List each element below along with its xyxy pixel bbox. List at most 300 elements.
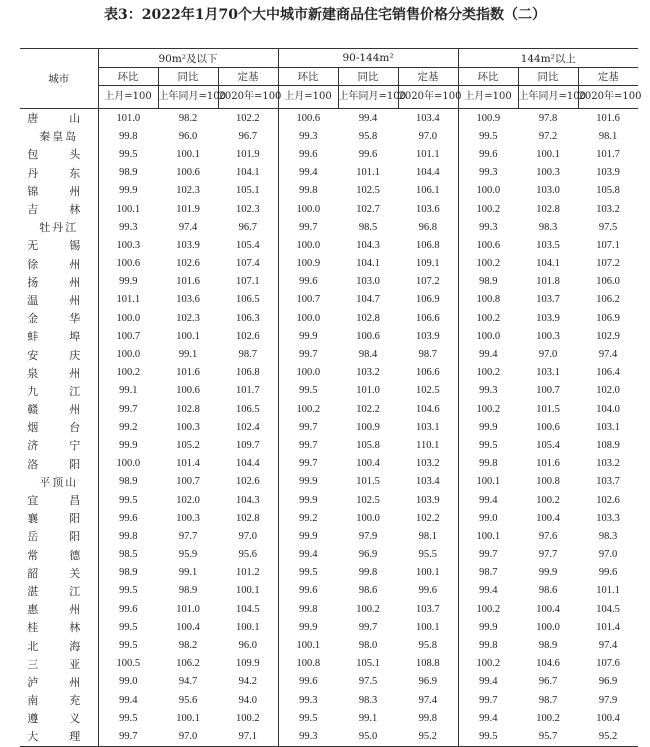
index-cell-yoy-small: 97.7 — [178, 530, 198, 542]
index-cell-base-medium: 96.8 — [398, 218, 458, 236]
table-row — [20, 527, 638, 545]
index-cell-base-large: 103.9 — [596, 167, 620, 179]
city-column-header: 城市 — [20, 49, 98, 109]
table-row — [20, 509, 638, 527]
index-cell-base-small: 106.8 — [218, 364, 278, 382]
index-cell-base-medium: 106.6 — [398, 364, 458, 382]
index-cell-base-small: 105.4 — [218, 236, 278, 254]
index-cell-yoy-large: 97.7 — [538, 549, 558, 561]
table-body — [20, 109, 638, 747]
index-cell-yoy-large: 101.5 — [536, 403, 560, 415]
index-cell-yoy-large: 104.1 — [536, 258, 560, 270]
index-cell-mom-small: 99.7 — [119, 403, 138, 415]
table-row — [20, 236, 638, 254]
city-name-cell: 九 江 — [20, 382, 98, 400]
table-row — [20, 309, 638, 327]
index-cell-mom-medium: 99.8 — [299, 185, 318, 197]
base-header-yoy: 上年同月=100 — [518, 86, 578, 109]
index-cell-mom-large: 100.0 — [476, 330, 501, 342]
table-row — [20, 400, 638, 418]
index-cell-yoy-medium: 98.6 — [358, 585, 378, 597]
sub-header-yoy: 同比 — [338, 68, 398, 86]
index-cell-yoy-small: 95.6 — [178, 694, 198, 706]
index-cell-mom-large: 98.9 — [479, 276, 498, 288]
index-cell-base-small: 102.4 — [218, 418, 278, 436]
index-cell-base-small: 101.9 — [218, 145, 278, 163]
index-cell-mom-small: 99.5 — [119, 640, 138, 652]
city-name-cell: 徐 州 — [20, 255, 98, 273]
city-name-cell: 牡丹江 — [20, 218, 98, 236]
index-cell-yoy-large: 103.7 — [536, 294, 560, 306]
index-cell-base-small: 97.0 — [218, 527, 278, 545]
index-cell-mom-large: 99.6 — [479, 148, 498, 160]
index-cell-mom-small: 99.9 — [119, 439, 138, 451]
index-cell-mom-medium: 99.7 — [299, 421, 318, 433]
index-cell-yoy-large: 98.3 — [538, 221, 558, 233]
index-cell-yoy-medium: 102.5 — [356, 185, 380, 197]
sub-header-yoy: 同比 — [158, 68, 218, 86]
city-name-cell: 泸 州 — [20, 673, 98, 691]
index-cell-mom-small: 100.5 — [116, 658, 141, 670]
base-header-mom: 上月=100 — [278, 86, 338, 109]
index-cell-yoy-large: 100.8 — [536, 476, 560, 488]
index-cell-mom-large: 99.4 — [479, 585, 498, 597]
index-cell-mom-medium: 100.0 — [296, 239, 321, 251]
table-row — [20, 600, 638, 618]
index-cell-yoy-medium: 98.4 — [358, 349, 378, 361]
index-cell-yoy-medium: 103.2 — [356, 367, 380, 379]
index-cell-yoy-medium: 97.9 — [358, 530, 378, 542]
table-row — [20, 436, 638, 454]
index-cell-base-large: 106.9 — [596, 312, 620, 324]
table-row — [20, 182, 638, 200]
index-cell-base-small: 100.1 — [218, 582, 278, 600]
index-cell-yoy-large: 104.6 — [536, 658, 560, 670]
table-row — [20, 273, 638, 291]
index-cell-yoy-small: 102.0 — [176, 494, 200, 506]
table-row — [20, 564, 638, 582]
index-cell-yoy-medium: 100.0 — [356, 512, 380, 524]
index-cell-yoy-medium: 105.1 — [356, 658, 380, 670]
index-cell-base-large: 99.6 — [598, 567, 618, 579]
index-cell-base-medium: 96.9 — [398, 673, 458, 691]
city-name-cell: 济 宁 — [20, 436, 98, 454]
index-cell-mom-small: 100.7 — [116, 330, 141, 342]
index-cell-yoy-medium: 99.1 — [358, 712, 378, 724]
index-cell-mom-large: 99.9 — [479, 621, 498, 633]
index-cell-mom-large: 99.5 — [458, 727, 518, 746]
index-cell-mom-large: 100.9 — [476, 112, 501, 124]
index-cell-base-large: 104.5 — [596, 603, 620, 615]
sub-header-mom: 环比 — [98, 68, 158, 86]
index-cell-yoy-small: 101.6 — [176, 367, 200, 379]
index-cell-base-medium: 106.9 — [398, 291, 458, 309]
index-cell-base-small: 102.3 — [218, 200, 278, 218]
index-cell-yoy-small: 100.3 — [176, 512, 200, 524]
table-row — [20, 364, 638, 382]
index-cell-mom-medium: 99.9 — [299, 621, 318, 633]
table-row — [20, 546, 638, 564]
index-cell-yoy-large: 100.2 — [536, 494, 560, 506]
index-cell-yoy-large: 100.4 — [536, 603, 560, 615]
index-cell-mom-medium: 99.6 — [299, 585, 318, 597]
base-header-2020: 2020年=100 — [398, 86, 458, 109]
sub-header-base: 定基 — [578, 68, 638, 86]
index-cell-base-large: 102.0 — [596, 385, 620, 397]
city-name-cell: 湛 江 — [20, 582, 98, 600]
index-cell-mom-small: 99.3 — [119, 221, 138, 233]
index-cell-yoy-medium: 101.0 — [356, 385, 380, 397]
index-cell-yoy-small: 96.0 — [178, 130, 198, 142]
index-cell-base-small: 109.9 — [218, 655, 278, 673]
index-cell-mom-large: 100.2 — [476, 403, 501, 415]
index-cell-mom-small: 98.5 — [119, 549, 138, 561]
table-row — [20, 145, 638, 163]
index-cell-yoy-medium: 98.5 — [358, 221, 378, 233]
index-cell-base-medium: 100.1 — [398, 618, 458, 636]
index-cell-yoy-large: 100.3 — [536, 167, 560, 179]
index-cell-mom-small: 98.9 — [119, 476, 138, 488]
index-cell-mom-small: 99.8 — [119, 130, 138, 142]
index-cell-mom-medium: 100.6 — [296, 112, 321, 124]
index-cell-base-medium: 103.9 — [398, 327, 458, 345]
city-name-cell: 泉 州 — [20, 364, 98, 382]
index-cell-mom-small: 100.6 — [116, 258, 141, 270]
table-row — [20, 345, 638, 363]
index-cell-base-large: 101.7 — [596, 148, 620, 160]
city-name-cell: 韶 关 — [20, 564, 98, 582]
index-cell-mom-small: 99.5 — [119, 585, 138, 597]
sub-header-yoy: 同比 — [518, 68, 578, 86]
index-cell-base-small: 104.1 — [218, 164, 278, 182]
index-cell-mom-medium: 99.8 — [299, 603, 318, 615]
city-name-cell: 洛 阳 — [20, 455, 98, 473]
index-cell-base-medium: 98.1 — [398, 527, 458, 545]
city-name-cell: 金 华 — [20, 309, 98, 327]
city-name-cell: 三 亚 — [20, 655, 98, 673]
index-cell-mom-small: 100.0 — [116, 312, 141, 324]
base-header-mom: 上月=100 — [98, 86, 158, 109]
index-cell-mom-large: 99.3 — [479, 385, 498, 397]
index-cell-mom-small: 98.9 — [119, 167, 138, 179]
index-cell-yoy-small: 103.9 — [176, 239, 200, 251]
index-cell-mom-large: 100.2 — [476, 312, 501, 324]
index-cell-mom-small: 101.0 — [116, 112, 141, 124]
index-cell-base-medium: 106.6 — [398, 309, 458, 327]
index-cell-mom-large: 100.2 — [476, 603, 501, 615]
index-cell-yoy-large: 100.4 — [536, 512, 560, 524]
index-cell-mom-large: 100.8 — [476, 294, 501, 306]
table-row — [20, 255, 638, 273]
index-cell-base-small: 109.7 — [218, 436, 278, 454]
index-cell-yoy-small: 100.4 — [176, 621, 200, 633]
index-cell-mom-medium: 100.7 — [296, 294, 321, 306]
index-cell-base-medium: 95.8 — [398, 636, 458, 654]
index-cell-mom-medium: 99.7 — [299, 458, 318, 470]
index-cell-base-small: 100.1 — [218, 618, 278, 636]
index-cell-mom-small: 99.2 — [119, 421, 138, 433]
city-name-cell: 岳 阳 — [20, 527, 98, 545]
index-cell-yoy-small: 101.6 — [176, 276, 200, 288]
index-cell-yoy-small: 102.8 — [176, 403, 200, 415]
index-cell-base-medium: 104.6 — [398, 400, 458, 418]
index-cell-mom-medium: 99.2 — [299, 512, 318, 524]
index-cell-base-medium: 95.5 — [398, 546, 458, 564]
table-row — [20, 455, 638, 473]
index-cell-base-medium: 110.1 — [398, 436, 458, 454]
table-row — [20, 218, 638, 236]
index-cell-base-medium: 102.5 — [398, 382, 458, 400]
index-cell-yoy-small: 103.6 — [176, 294, 200, 306]
index-cell-base-large: 97.4 — [598, 349, 618, 361]
index-cell-base-small: 105.1 — [218, 182, 278, 200]
index-cell-mom-small: 99.5 — [119, 148, 138, 160]
index-cell-mom-medium: 99.5 — [299, 567, 318, 579]
index-cell-base-small: 96.7 — [218, 127, 278, 145]
base-header-yoy: 上年同月=100 — [338, 86, 398, 109]
index-cell-mom-small: 99.7 — [98, 727, 158, 746]
index-cell-base-small: 104.4 — [218, 455, 278, 473]
index-cell-mom-small: 100.1 — [116, 203, 141, 215]
index-cell-mom-small: 99.5 — [119, 494, 138, 506]
index-cell-base-large: 97.0 — [598, 549, 618, 561]
index-cell-yoy-small: 98.2 — [178, 640, 198, 652]
index-cell-base-small: 102.2 — [218, 109, 278, 128]
index-cell-yoy-small: 101.9 — [176, 203, 200, 215]
city-name-cell: 无 锡 — [20, 236, 98, 254]
index-cell-yoy-small: 102.3 — [176, 312, 200, 324]
table-row — [20, 582, 638, 600]
index-cell-yoy-small: 101.4 — [176, 458, 200, 470]
index-cell-yoy-small: 98.2 — [178, 112, 198, 124]
index-cell-mom-medium: 99.3 — [278, 727, 338, 746]
index-cell-base-large: 101.4 — [596, 621, 620, 633]
city-name-cell: 北 海 — [20, 636, 98, 654]
index-cell-mom-large: 99.4 — [479, 676, 498, 688]
index-cell-mom-medium: 99.9 — [299, 476, 318, 488]
index-cell-base-large: 102.9 — [596, 330, 620, 342]
index-cell-base-large: 107.2 — [596, 258, 620, 270]
index-cell-mom-medium: 99.9 — [299, 330, 318, 342]
base-header-2020: 2020年=100 — [578, 86, 638, 109]
index-cell-base-medium: 95.2 — [398, 727, 458, 746]
index-cell-mom-medium: 100.0 — [296, 203, 321, 215]
index-cell-base-large: 95.2 — [578, 727, 638, 746]
index-cell-yoy-large: 100.2 — [536, 712, 560, 724]
index-cell-mom-large: 98.7 — [479, 567, 498, 579]
index-cell-base-medium: 97.4 — [398, 691, 458, 709]
index-cell-yoy-large: 97.8 — [538, 112, 558, 124]
sub-header-base: 定基 — [218, 68, 278, 86]
index-cell-mom-medium: 99.4 — [299, 549, 318, 561]
index-cell-yoy-medium: 98.0 — [358, 640, 378, 652]
table-row — [20, 418, 638, 436]
index-cell-yoy-large: 97.2 — [538, 130, 558, 142]
index-cell-mom-small: 99.9 — [119, 276, 138, 288]
index-cell-base-medium: 103.6 — [398, 200, 458, 218]
index-cell-base-small: 100.2 — [218, 709, 278, 727]
index-cell-yoy-small: 100.1 — [176, 148, 200, 160]
index-cell-base-small: 102.8 — [218, 509, 278, 527]
index-cell-mom-large: 99.3 — [479, 167, 498, 179]
index-cell-base-small: 101.7 — [218, 382, 278, 400]
index-cell-yoy-medium: 101.5 — [356, 476, 380, 488]
index-cell-mom-small: 100.3 — [116, 239, 141, 251]
index-cell-base-medium: 98.7 — [398, 345, 458, 363]
index-cell-yoy-small: 94.7 — [178, 676, 198, 688]
index-cell-mom-large: 99.0 — [479, 512, 498, 524]
index-cell-yoy-medium: 97.5 — [358, 676, 378, 688]
index-cell-yoy-small: 99.1 — [178, 567, 198, 579]
index-cell-base-medium: 103.1 — [398, 418, 458, 436]
index-cell-yoy-small: 98.9 — [178, 585, 198, 597]
table-row — [20, 655, 638, 673]
index-cell-mom-large: 99.7 — [479, 549, 498, 561]
index-cell-base-large: 103.2 — [596, 458, 620, 470]
index-cell-yoy-medium: 99.6 — [358, 148, 378, 160]
city-name-cell: 大 理 — [20, 727, 98, 746]
index-cell-base-medium: 104.4 — [398, 164, 458, 182]
sub-header-base: 定基 — [398, 68, 458, 86]
index-cell-mom-small: 100.0 — [116, 458, 141, 470]
index-cell-base-large: 100.4 — [596, 712, 620, 724]
index-cell-base-large: 105.8 — [596, 185, 620, 197]
index-cell-mom-large: 99.8 — [479, 640, 498, 652]
city-name-cell: 宜 昌 — [20, 491, 98, 509]
index-cell-mom-small: 99.9 — [119, 185, 138, 197]
index-cell-yoy-small: 95.9 — [178, 549, 198, 561]
index-cell-mom-medium: 100.0 — [296, 312, 321, 324]
index-cell-mom-medium: 99.3 — [299, 694, 318, 706]
index-cell-mom-small: 99.6 — [119, 603, 138, 615]
index-cell-base-large: 103.3 — [596, 512, 620, 524]
index-cell-base-large: 97.5 — [598, 221, 618, 233]
table-row — [20, 291, 638, 309]
table-row — [20, 673, 638, 691]
index-cell-yoy-medium: 99.7 — [358, 621, 378, 633]
index-cell-yoy-small: 100.1 — [176, 330, 200, 342]
index-cell-base-large: 97.4 — [598, 640, 618, 652]
base-header-yoy: 上年同月=100 — [158, 86, 218, 109]
index-cell-base-medium: 100.1 — [398, 564, 458, 582]
index-cell-mom-medium: 99.7 — [299, 349, 318, 361]
city-name-cell: 平顶山 — [20, 473, 98, 491]
index-cell-base-medium: 109.1 — [398, 255, 458, 273]
index-cell-mom-medium: 100.1 — [296, 640, 321, 652]
index-cell-mom-small: 99.4 — [119, 694, 138, 706]
index-cell-yoy-small: 100.3 — [176, 421, 200, 433]
index-cell-mom-large: 100.6 — [476, 239, 501, 251]
table-row — [20, 382, 638, 400]
index-cell-mom-large: 99.7 — [479, 694, 498, 706]
index-cell-base-large: 106.2 — [596, 294, 620, 306]
index-cell-yoy-medium: 96.9 — [358, 549, 378, 561]
city-name-cell: 秦皇岛 — [20, 127, 98, 145]
index-cell-base-medium: 107.2 — [398, 273, 458, 291]
index-cell-yoy-medium: 105.8 — [356, 439, 380, 451]
index-cell-yoy-large: 103.1 — [536, 367, 560, 379]
index-cell-mom-small: 99.8 — [119, 530, 138, 542]
index-cell-base-medium: 97.0 — [398, 127, 458, 145]
index-cell-yoy-medium: 104.3 — [356, 239, 380, 251]
index-cell-yoy-large: 103.0 — [536, 185, 560, 197]
city-name-cell: 蚌 埠 — [20, 327, 98, 345]
table-row — [20, 636, 638, 654]
index-cell-base-small: 95.6 — [218, 546, 278, 564]
index-cell-yoy-large: 95.7 — [518, 727, 578, 746]
index-cell-yoy-large: 103.9 — [536, 312, 560, 324]
index-cell-yoy-small: 106.2 — [176, 658, 200, 670]
index-cell-yoy-small: 100.6 — [176, 385, 200, 397]
index-cell-base-small: 98.7 — [218, 345, 278, 363]
index-cell-yoy-large: 101.8 — [536, 276, 560, 288]
index-cell-yoy-medium: 104.7 — [356, 294, 380, 306]
index-cell-base-medium: 108.8 — [398, 655, 458, 673]
index-cell-mom-medium: 99.6 — [299, 148, 318, 160]
index-cell-yoy-large: 103.5 — [536, 239, 560, 251]
index-cell-yoy-large: 101.6 — [536, 458, 560, 470]
index-cell-mom-large: 100.2 — [476, 203, 501, 215]
city-name-cell: 襄 阳 — [20, 509, 98, 527]
index-cell-yoy-small: 99.1 — [178, 349, 198, 361]
index-cell-base-large: 97.9 — [598, 694, 618, 706]
index-cell-yoy-medium: 95.8 — [358, 130, 378, 142]
index-cell-base-small: 104.5 — [218, 600, 278, 618]
index-cell-mom-large: 100.2 — [476, 258, 501, 270]
city-name-cell: 常 德 — [20, 546, 98, 564]
index-cell-base-small: 94.0 — [218, 691, 278, 709]
city-name-cell: 包 头 — [20, 145, 98, 163]
index-cell-yoy-large: 96.7 — [538, 676, 558, 688]
index-cell-base-small: 102.6 — [218, 327, 278, 345]
index-cell-yoy-medium: 104.1 — [356, 258, 380, 270]
index-cell-base-large: 102.6 — [596, 494, 620, 506]
city-name-cell: 唐 山 — [20, 109, 98, 128]
index-cell-mom-medium: 99.3 — [299, 130, 318, 142]
index-cell-base-medium: 103.2 — [398, 455, 458, 473]
index-cell-yoy-small: 102.3 — [176, 185, 200, 197]
index-cell-yoy-small: 100.1 — [176, 712, 200, 724]
table-row — [20, 473, 638, 491]
index-cell-base-small: 106.5 — [218, 291, 278, 309]
index-cell-mom-small: 101.1 — [116, 294, 141, 306]
group-header-large: 144m²以上 — [458, 49, 638, 68]
index-cell-base-large: 101.1 — [596, 585, 620, 597]
index-cell-base-medium: 103.4 — [398, 473, 458, 491]
index-cell-yoy-medium: 103.0 — [356, 276, 380, 288]
city-name-cell: 赣 州 — [20, 400, 98, 418]
table-row — [20, 491, 638, 509]
index-cell-yoy-large: 100.1 — [536, 148, 560, 160]
index-cell-base-large: 106.4 — [596, 367, 620, 379]
index-cell-mom-medium: 99.6 — [299, 676, 318, 688]
index-cell-mom-medium: 100.8 — [296, 658, 321, 670]
group-header-small: 90m²及以下 — [98, 49, 278, 68]
index-cell-yoy-medium: 102.7 — [356, 203, 380, 215]
base-header-2020: 2020年=100 — [218, 86, 278, 109]
index-cell-yoy-medium: 100.4 — [356, 458, 380, 470]
index-cell-mom-medium: 99.6 — [299, 276, 318, 288]
base-header-mom: 上月=100 — [458, 86, 518, 109]
index-cell-mom-large: 100.2 — [476, 658, 501, 670]
table-row — [20, 109, 638, 128]
index-cell-yoy-small: 105.2 — [176, 439, 200, 451]
index-cell-yoy-large: 100.0 — [536, 621, 560, 633]
index-cell-yoy-medium: 101.1 — [356, 167, 380, 179]
index-cell-mom-small: 100.2 — [116, 367, 141, 379]
index-cell-mom-large: 99.5 — [479, 130, 498, 142]
index-cell-yoy-medium: 102.2 — [356, 403, 380, 415]
